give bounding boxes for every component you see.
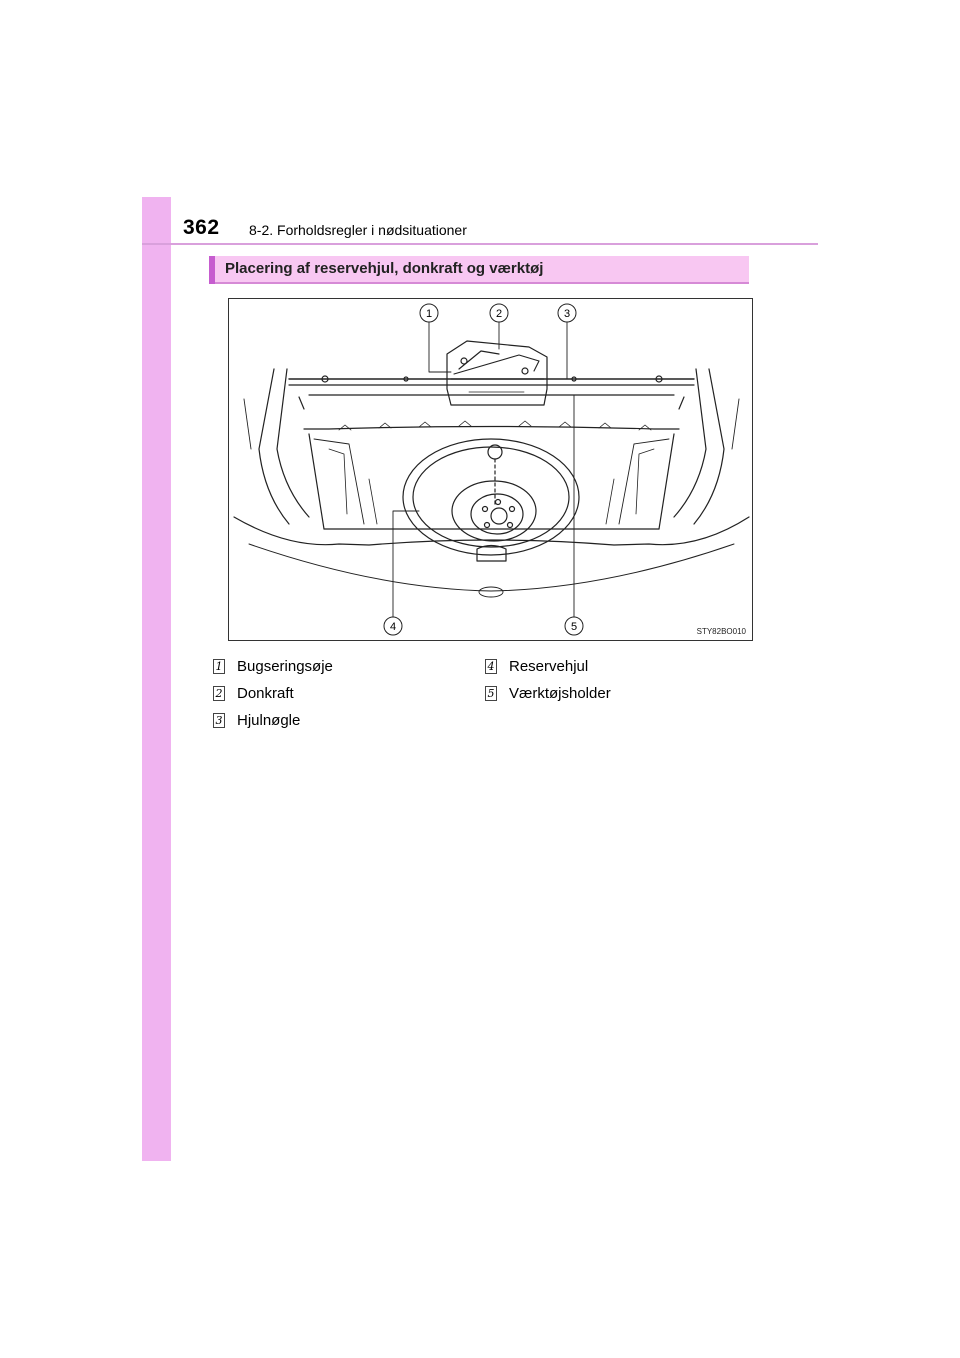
legend-number-box: 3 [213,713,225,728]
callout-label-4: 4 [389,621,397,633]
heading-banner [209,256,749,284]
legend-number-box: 4 [485,659,497,674]
legend-label: Hjulnøgle [237,711,301,729]
side-tab-strip [142,197,171,1161]
legend-label: Reservehjul [509,657,589,675]
legend-item-tool-tray [485,683,611,703]
legend-label: Donkraft [237,684,294,702]
legend-number-box: 2 [213,686,225,701]
heading-accent-bar [209,256,215,284]
callout-label-5: 5 [570,621,578,633]
figure-code: STY82BO010 [696,627,746,636]
legend-label: Bugseringsøje [237,657,333,675]
legend-label: Værktøjsholder [509,684,611,702]
legend-number-box: 1 [213,659,225,674]
trunk-illustration [228,298,753,641]
legend-item-tow-eye [213,656,333,676]
page-number: 362 [183,216,220,239]
callout-label-2: 2 [495,308,503,320]
heading-title: Placering af reservehjul, donkraft og værktøj [225,260,544,277]
callout-label-1: 1 [425,308,433,320]
legend-item-jack [213,683,294,703]
header-divider [142,243,818,245]
legend-item-wheel-wrench [213,710,300,730]
callout-label-3: 3 [563,308,571,320]
legend-item-spare-wheel [485,656,588,676]
trunk-drawing [229,299,753,641]
section-title: 8-2. Forholdsregler i nødsituationer [249,222,467,238]
legend-number-box: 5 [485,686,497,701]
